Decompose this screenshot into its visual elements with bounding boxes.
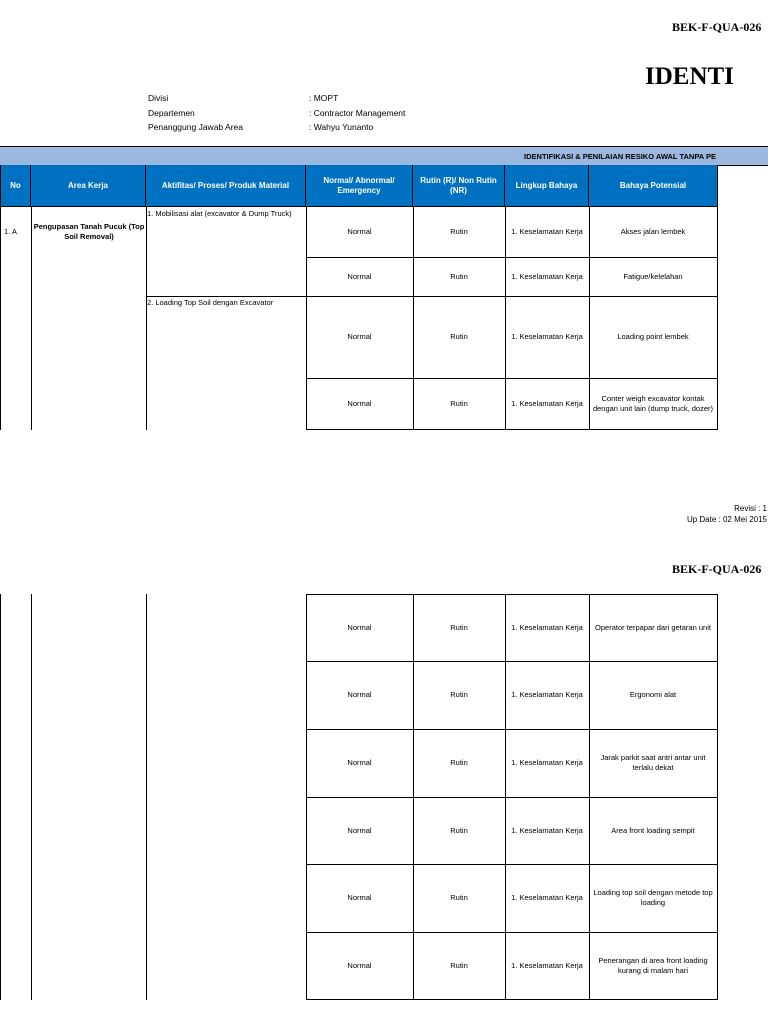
cell-rutin: Rutin [450, 960, 468, 970]
document-code: BEK-F-QUA-026 [672, 20, 762, 34]
cell-lingkup: 1. Keselamatan Kerja [511, 690, 583, 699]
header-rutin: Rutin (R)/ Non Rutin (NR) [413, 165, 505, 207]
cell-rutin: Rutin [450, 398, 468, 408]
page-title: IDENTI [645, 63, 734, 90]
document-code-2: BEK-F-QUA-026 [672, 562, 762, 576]
cell-potensial: Jarak parkit saat antri antar unit terlalu dekat [600, 753, 706, 772]
banner-text: IDENTIFIKASI & PENILAIAN RESIKO AWAL TANPA PE [524, 152, 716, 161]
revision-info [687, 503, 767, 525]
cell-lingkup: 1. Keselamatan Kerja [511, 758, 583, 767]
cell-rutin: Rutin [450, 622, 468, 632]
meta-values [309, 91, 405, 135]
header-area: Area Kerja [31, 165, 146, 207]
grid-line [717, 207, 718, 430]
area-kerja: Pengupasan Tanah Pucuk (Top Soil Removal) [33, 222, 145, 241]
cell-lingkup: 1. Keselamatan Kerja [511, 332, 583, 341]
cell-potensial: Penerangan di area front loading kurang di malam hari [598, 955, 708, 975]
cell-lingkup: 1. Keselamatan Kerja [511, 398, 583, 408]
cell-lingkup: 1. Keselamatan Kerja [511, 622, 583, 632]
cell-normal: Normal [347, 332, 372, 341]
cell-lingkup: 1. Keselamatan Kerja [511, 271, 583, 281]
row-number: 1. A [4, 227, 17, 236]
cell-rutin: Rutin [450, 271, 468, 281]
cell-normal: Normal [347, 398, 372, 408]
activity-1: 1. Mobilisasi alat (excavator & Dump Truck) [147, 209, 292, 218]
cell-potensial: Area front loading sempit [611, 825, 695, 835]
cell-potensial: Conter weigh excavator kontak dengan unit lain (dump truck, dozer) [592, 393, 714, 413]
grid-line [31, 594, 32, 1000]
revision-number: Revisi : 1 [734, 504, 767, 513]
activity-2: 2. Loading Top Soil dengan Excavator [147, 298, 274, 307]
grid-line [146, 207, 147, 430]
cell-normal: Normal [347, 960, 372, 970]
cell-potensial: Operator terpapar dari getaran unit [595, 622, 711, 632]
divisi-label: Divisi [148, 93, 169, 103]
cell-rutin: Rutin [450, 332, 468, 341]
header-no: No [0, 165, 31, 207]
cell-rutin: Rutin [450, 893, 468, 902]
cell-potensial: Loading top soil dengan metode top loading [593, 888, 713, 907]
header-normal: Normal/ Abnormal/ Emergency [306, 165, 413, 207]
cell-lingkup: 1. Keselamatan Kerja [511, 227, 583, 236]
divisi-value: : MOPT [309, 93, 339, 103]
cell-potensial: Fatigue/kelelahan [623, 271, 683, 281]
cell-normal: Normal [347, 893, 372, 902]
cell-rutin: Rutin [450, 825, 468, 835]
cell-normal: Normal [347, 758, 372, 767]
cell-normal: Normal [347, 690, 372, 699]
cell-normal: Normal [347, 227, 372, 236]
grid-line [0, 594, 1, 1000]
cell-potensial: Akses jalan lembek [620, 227, 686, 236]
cell-normal: Normal [347, 271, 372, 281]
cell-lingkup: 1. Keselamatan Kerja [511, 893, 583, 902]
cell-rutin: Rutin [450, 227, 468, 236]
table-banner [0, 146, 768, 166]
cell-normal: Normal [347, 622, 372, 632]
cell-normal: Normal [347, 825, 372, 835]
grid-line [306, 999, 718, 1000]
revision-date: Up Date : 02 Mei 2015 [686, 515, 767, 524]
cell-lingkup: 1. Keselamatan Kerja [511, 825, 583, 835]
cell-potensial: Ergonomi alat [629, 690, 677, 699]
departemen-value: : Contractor Management [309, 107, 406, 118]
cell-rutin: Rutin [450, 758, 468, 767]
grid-line [31, 207, 32, 430]
header-lingkup: Lingkup Bahaya [505, 165, 589, 207]
grid-line [306, 429, 718, 430]
header-aktifitas: Aktifitas/ Proses/ Produk Material [146, 165, 306, 207]
cell-potensial: Loading point lembek [617, 332, 689, 341]
grid-line [146, 594, 147, 1000]
pj-label: Penanggung Jawab Area [148, 122, 243, 132]
header-potensial: Bahaya Potensial [589, 165, 718, 207]
departemen-label: Departemen [148, 107, 195, 118]
cell-rutin: Rutin [450, 690, 468, 699]
meta-labels [148, 91, 243, 135]
grid-line [0, 207, 1, 430]
pj-value: : Wahyu Yunanto [309, 122, 374, 132]
cell-lingkup: 1. Keselamatan Kerja [511, 960, 583, 970]
